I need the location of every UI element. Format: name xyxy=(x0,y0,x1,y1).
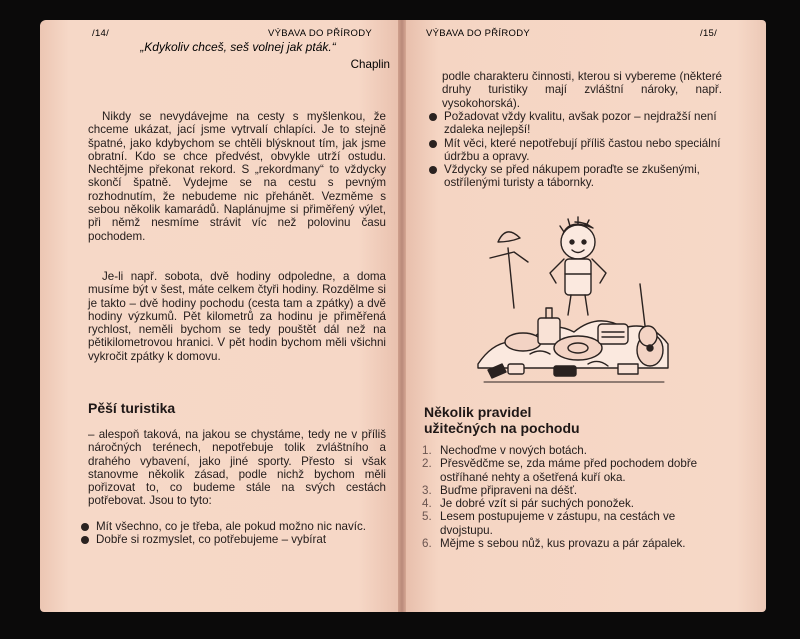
book-gutter xyxy=(398,20,406,612)
bullet-dot-icon xyxy=(429,140,437,148)
list-item: Dobře si rozmyslet, co potřebujeme – vybírat xyxy=(80,533,388,546)
paragraph-example: Je-li např. sobota, dvě hodiny odpoledne, a doma musíme být v šest, máte celkem čtyři hodiny. Rozdělme si je takto – dvě hodiny pochodu (cesta tam a zpátky) a dvě hodiny výzkumů. Pět kilometrů za hodinu je přiměřená rychlost, neměli bychom se tedy pouštět dál než na pětikilometrovou hranici. V pět hodin bychom měli všichni vykročit zpátky k domovu. xyxy=(88,270,386,363)
bullet-dot-icon xyxy=(81,536,89,544)
paragraph-hiking: – alespoň taková, na jakou se chystáme, tedy ne v příliš náročných terénech, nepotřebuje tolik zvláštního a drahého vybavení, jako jiné sporty. Přesto si však stanovme několik zásad, podle nichž bychom měli pořizovat to, co budeme stále na svých cestách potřebovat. Jsou to tyto: xyxy=(88,428,386,508)
running-head-left: VÝBAVA DO PŘÍRODY xyxy=(268,28,372,39)
section-heading-rules: Několik pravidel xyxy=(424,404,532,420)
bullet-dot-icon xyxy=(429,166,437,174)
left-bullet-list xyxy=(80,520,388,547)
paragraph-continuation: podle charakteru činnosti, kterou si vybereme (některé druhy turistiky mají zvláštní nároky, např. vysokohorská). xyxy=(442,70,722,110)
running-head-right: VÝBAVA DO PŘÍRODY xyxy=(426,28,530,39)
list-item: 6. Mějme s sebou nůž, kus provazu a pár zápalek. xyxy=(422,537,686,551)
list-item: 1. Nechoďme v nových botách. xyxy=(422,444,587,457)
page-number-right: /15/ xyxy=(700,28,718,39)
rules-list xyxy=(420,444,720,550)
page-number-left: /14/ xyxy=(92,28,110,39)
section-heading-rules-line2: užitečných na pochodu xyxy=(424,420,580,436)
list-item: Vždycky se před nákupem poraďte se zkušenými, ostřílenými turisty a tábornky. xyxy=(428,163,722,190)
epigraph: „Kdykoliv chceš, seš volnej jak pták.“ xyxy=(140,40,336,54)
epigraph-author: Chaplin xyxy=(350,58,390,71)
section-heading-hiking: Pěší turistika xyxy=(88,400,176,416)
list-item: 4. Je dobré vzít si pár suchých ponožek. xyxy=(422,497,634,511)
camping-gear-illustration xyxy=(468,214,682,394)
list-item: 3. Buďme připraveni na déšť. xyxy=(422,483,578,497)
list-item: 5. Lesem postupujeme v zástupu, na cestách ve dvojstupu. xyxy=(422,510,676,537)
bullet-dot-icon xyxy=(429,113,437,121)
right-bullet-list xyxy=(428,110,722,190)
paragraph-intro: Nikdy se nevydávejme na cesty s myšlenkou, že chceme ukázat, jací jsme vytrvalí chlapíci. Je to stejně špatné, jako kdybychom se chtěli blýsknout tím, jak jsme obratní. Kdo se chce předvést, obvykle utrží ostudu. Nechtějme překonat rekord. S „rekordmany“ to vždycky skončí špatně. Vydejme se na cestu s pevným rozhodnutím, že nebudeme nic přehánět. Vezměme s sebou několik kamarádů. Naplánujme si přiměřený výlet, při němž nesmíme strávit víc než polovinu času pochodem. xyxy=(88,110,386,243)
list-item: Požadovat vždy kvalitu, avšak pozor – nejdražší není zdaleka nejlepší! xyxy=(428,110,722,137)
bullet-dot-icon xyxy=(81,523,89,531)
list-item: Mít věci, které nepotřebují příliš častou nebo speciální údržbu a opravy. xyxy=(428,137,722,164)
list-item: Mít všechno, co je třeba, ale pokud možno nic navíc. xyxy=(80,520,388,533)
list-item: 2. Přesvědčme se, zda máme před pochodem dobře ostříhané nehty a ošetřená kuří oka. xyxy=(422,457,698,484)
